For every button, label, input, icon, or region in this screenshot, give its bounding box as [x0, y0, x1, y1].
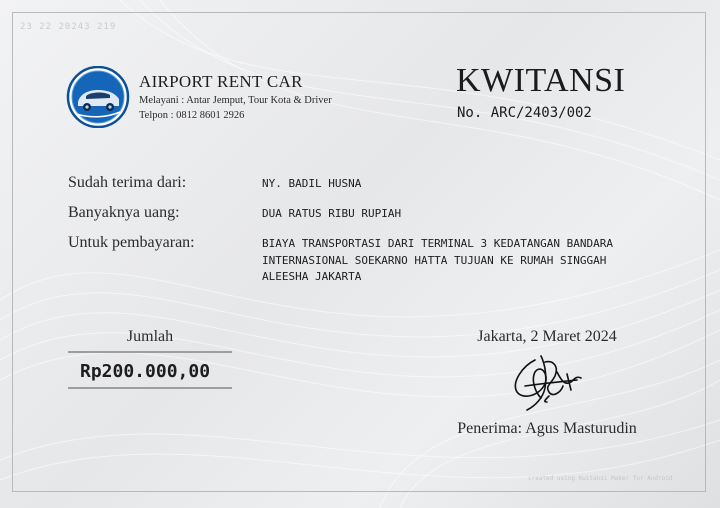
receipt-title: KWITANSI: [456, 62, 626, 99]
payment-for-line-3: ALEESHA JAKARTA: [262, 270, 362, 283]
serial-number: 23 22 20243 219: [20, 22, 117, 32]
company-name: AIRPORT RENT CAR: [139, 72, 303, 91]
payment-for-line-1: BIAYA TRANSPORTASI DARI TERMINAL 3 KEDATANGAN BANDARA: [262, 237, 613, 250]
payment-for-line-2: INTERNASIONAL SOEKARNO HATTA TUJUAN KE RUMAH SINGGAH: [262, 253, 607, 267]
receiver-name: Penerima: Agus Masturudin: [457, 420, 637, 437]
footer-note: created using Kwitansi Maker for Android: [528, 475, 673, 482]
car-logo-icon: [66, 66, 130, 128]
amount-words-label: Banyaknya uang:: [68, 204, 180, 221]
amount-label: Jumlah: [126, 328, 174, 345]
company-services: Melayani : Antar Jemput, Tour Kota & Driver: [139, 95, 332, 106]
signature: [505, 352, 595, 414]
receipt-number: No. ARC/2403/002: [457, 105, 592, 121]
amount-words-value: DUA RATUS RIBU RUPIAH: [262, 207, 402, 220]
payment-for-label: Untuk pembayaran:: [68, 234, 195, 251]
amount-value: Rp200.000,00: [80, 361, 211, 382]
company-phone: Telpon : 0812 8601 2926: [139, 110, 245, 121]
received-from-value: NY. BADIL HUSNA: [262, 177, 362, 190]
received-from-label: Sudah terima dari:: [68, 174, 187, 191]
place-date: Jakarta, 2 Maret 2024: [477, 328, 617, 345]
